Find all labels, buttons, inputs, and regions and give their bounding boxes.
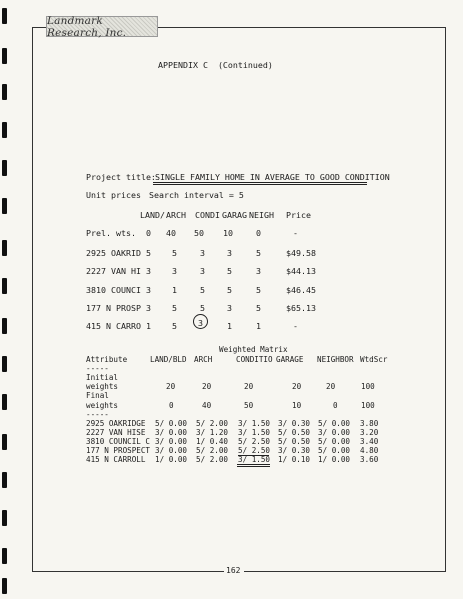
subject-double-underline (237, 464, 270, 467)
cell: 5 (227, 266, 232, 276)
matrix-score: 3.60 (360, 455, 379, 464)
matrix-header: GARAGE (276, 355, 304, 364)
cell: 3 (256, 266, 261, 276)
final-label: weights (86, 401, 119, 410)
matrix-cell: 5/ 2.00 (196, 446, 229, 455)
initial-label: weights (86, 382, 119, 391)
frame-line (244, 571, 446, 572)
cell: 5 (256, 285, 261, 295)
cell: 1 (227, 321, 232, 331)
matrix-cell: 5/ 2.00 (196, 455, 229, 464)
cell: 5 (256, 248, 261, 258)
cell: 3 (200, 266, 205, 276)
matrix-cell: 5/ 0.00 (318, 437, 351, 446)
initial-value: 20 (166, 382, 176, 391)
matrix-cell: 1/ 0.00 (318, 455, 351, 464)
prelim-value: - (293, 228, 298, 238)
prelim-value: 40 (166, 228, 176, 238)
cell-price: $46.45 (286, 285, 316, 295)
final-value: 100 (361, 401, 375, 410)
matrix-cell: 3/ 1.50 (238, 419, 271, 428)
cell: 3 (200, 248, 205, 258)
matrix-cell: 1/ 0.40 (196, 437, 229, 446)
title-double-underline (153, 182, 367, 185)
initial-value: 20 (326, 382, 336, 391)
matrix-header: Attribute (86, 355, 128, 364)
matrix-row-name: 415 N CARROLL (86, 455, 146, 464)
unit-prices-label: Unit prices (86, 190, 141, 200)
initial-value: 20 (244, 382, 254, 391)
row-name: 415 N CARRO (86, 321, 141, 331)
frame-line (32, 571, 224, 572)
matrix-cell: 3/ 0.00 (318, 428, 351, 437)
matrix-score: 3.40 (360, 437, 379, 446)
cell: 3 (146, 285, 151, 295)
matrix-row-name: 2925 OAKRIDGE (86, 419, 146, 428)
matrix-cell: 1/ 0.10 (278, 455, 311, 464)
cell: 5 (256, 303, 261, 313)
cell: 5 (172, 248, 177, 258)
cell: 5 (172, 303, 177, 313)
prelim-value: 50 (194, 228, 204, 238)
initial-value: 20 (292, 382, 302, 391)
final-value: 0 (169, 401, 174, 410)
cell: 3 (146, 303, 151, 313)
cell: 1 (172, 285, 177, 295)
cell: 5 (200, 285, 205, 295)
matrix-cell: 5/ 0.00 (155, 419, 188, 428)
final-value: 0 (333, 401, 338, 410)
matrix-separator: ----- (86, 364, 109, 373)
cell: 3 (146, 266, 151, 276)
cell-price: $44.13 (286, 266, 316, 276)
matrix-separator: ----- (86, 410, 109, 419)
row-name: 3810 COUNCI (86, 285, 141, 295)
prelim-value: 10 (223, 228, 233, 238)
page-number: 162 (226, 566, 241, 575)
matrix-header: NEIGHBOR (317, 355, 354, 364)
matrix-header: ARCH (194, 355, 213, 364)
frame-line (158, 27, 446, 28)
matrix-cell: 3/ 1.50 (238, 428, 271, 437)
search-interval: Search interval = 5 (149, 190, 244, 200)
cell: 3 (227, 303, 232, 313)
initial-value: 100 (361, 382, 375, 391)
final-value: 40 (202, 401, 212, 410)
cell: 1 (146, 321, 151, 331)
matrix-row-name: 177 N PROSPECT (86, 446, 151, 455)
cell: 5 (172, 321, 177, 331)
matrix-title: Weighted Matrix (219, 345, 288, 354)
project-title-label: Project title: (86, 172, 156, 182)
matrix-header: CONDITIO (236, 355, 273, 364)
cell: 1 (256, 321, 261, 331)
matrix-cell: 5/ 0.00 (318, 446, 351, 455)
company-logo: Landmark Research, Inc. (46, 16, 158, 37)
matrix-cell: 3/ 0.00 (155, 446, 188, 455)
binder-holes (2, 0, 10, 599)
matrix-cell: 3/ 0.30 (278, 419, 311, 428)
initial-label: Initial (86, 373, 119, 382)
prelim-value: 0 (146, 228, 151, 238)
project-title: SINGLE FAMILY HOME IN AVERAGE TO GOOD CONDITION (155, 172, 390, 182)
prelim-label: Prel. wts. (86, 228, 136, 238)
initial-value: 20 (202, 382, 212, 391)
col-header-garag: GARAG (222, 210, 247, 220)
prelim-value: 0 (256, 228, 261, 238)
matrix-cell: 3/ 0.30 (278, 446, 311, 455)
matrix-cell: 5/ 0.00 (318, 419, 351, 428)
frame-line (32, 27, 33, 572)
cell-price: $65.13 (286, 303, 316, 313)
col-header-land: LAND/ (140, 210, 165, 220)
matrix-cell: 1/ 0.00 (155, 455, 188, 464)
cell: 3 (172, 266, 177, 276)
matrix-cell: 3/ 0.00 (155, 428, 188, 437)
col-header-condi: CONDI (195, 210, 220, 220)
cell-price: $49.58 (286, 248, 316, 258)
matrix-cell: 5/ 2.00 (196, 419, 229, 428)
matrix-row-name: 3810 COUNCIL C (86, 437, 151, 446)
cell: 3 (227, 248, 232, 258)
matrix-cell: 3/ 1.20 (196, 428, 229, 437)
matrix-score: 4.80 (360, 446, 379, 455)
matrix-cell: 5/ 2.50 (238, 446, 271, 455)
col-header-neigh: NEIGH (249, 210, 274, 220)
cell: 5 (200, 303, 205, 313)
matrix-cell: 3/ 0.00 (155, 437, 188, 446)
row-name: 177 N PROSP (86, 303, 141, 313)
final-value: 10 (292, 401, 302, 410)
matrix-cell: 5/ 2.50 (238, 437, 271, 446)
row-name: 2227 VAN HI (86, 266, 141, 276)
matrix-cell: 5/ 0.50 (278, 428, 311, 437)
matrix-header: WtdScr (360, 355, 388, 364)
cell: 5 (227, 285, 232, 295)
appendix-title: APPENDIX C (Continued) (158, 60, 273, 70)
matrix-score: 3.20 (360, 428, 379, 437)
final-label: Final (86, 391, 109, 400)
cell-circled: 3 (198, 318, 203, 328)
frame-line (32, 27, 46, 28)
matrix-row-name: 2227 VAN HISE (86, 428, 146, 437)
matrix-cell: 3/ 1.50 (238, 455, 271, 464)
frame-line (445, 27, 446, 572)
col-header-arch: ARCH (166, 210, 186, 220)
final-value: 50 (244, 401, 254, 410)
matrix-cell: 5/ 0.50 (278, 437, 311, 446)
cell-price: - (293, 321, 298, 331)
col-header-price: Price (286, 210, 311, 220)
matrix-score: 3.80 (360, 419, 379, 428)
cell: 5 (146, 248, 151, 258)
matrix-header: LAND/BLD (150, 355, 187, 364)
row-name: 2925 OAKRID (86, 248, 141, 258)
